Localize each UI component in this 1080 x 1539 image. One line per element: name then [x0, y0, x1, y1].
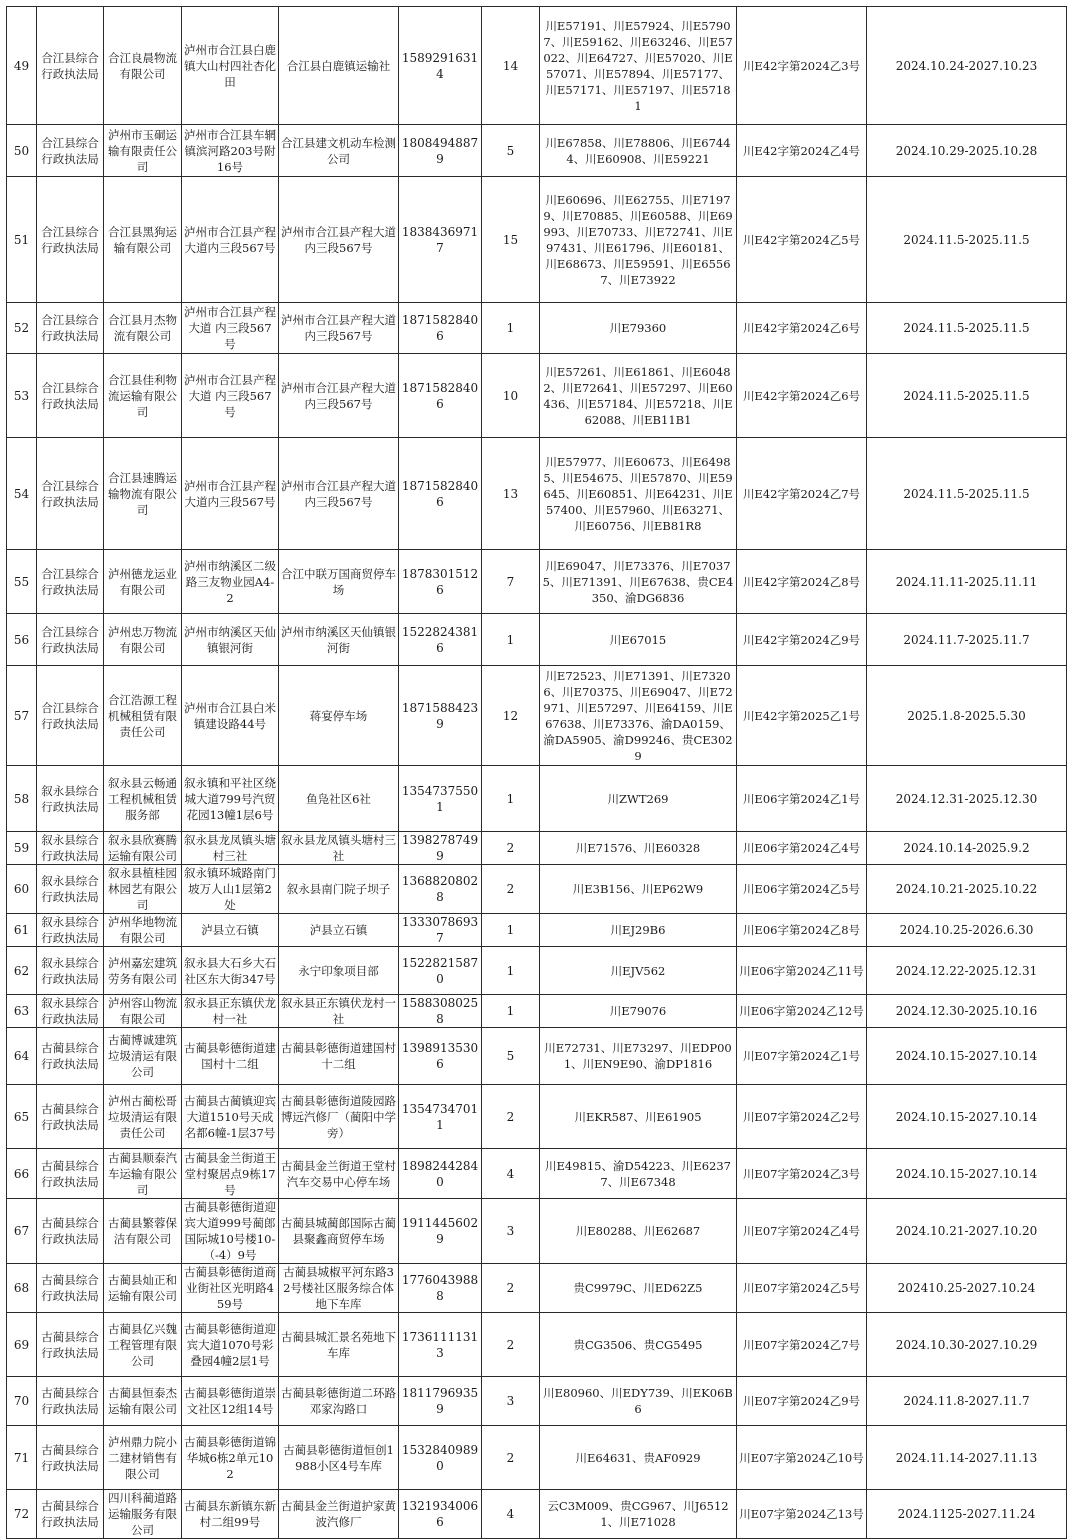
cell-address: 泸州市合江县产程大道内三段567号 — [182, 438, 279, 550]
cell-no: 67 — [7, 1199, 37, 1264]
cell-count: 2 — [482, 1313, 540, 1377]
cell-address: 古蔺县彰德街道迎宾大道1070号彩叠园4幢2层1号 — [182, 1313, 279, 1377]
cell-count: 2 — [482, 1426, 540, 1490]
cell-company: 泸州市玉硐运输有限责任公司 — [104, 125, 182, 177]
cell-parking: 古蔺县城椒平河东路32号楼社区服务综合体地下车库 — [279, 1264, 399, 1313]
cell-address: 古蔺县彰德街道迎宾大道999号蔺郎国际城10号楼10-（-4）9号 — [182, 1199, 279, 1264]
cell-address: 泸州市合江县白鹿镇大山村四社杏化田 — [182, 7, 279, 125]
table-row — [7, 125, 1067, 177]
cell-count: 5 — [482, 125, 540, 177]
cell-no: 70 — [7, 1377, 37, 1426]
table-row — [7, 1085, 1067, 1149]
table-row — [7, 1199, 1067, 1264]
cell-no: 53 — [7, 354, 37, 438]
cell-company: 泸州鼎力院小二建材销售有限公司 — [104, 1426, 182, 1490]
cell-permit: 川E42字第2024乙4号 — [737, 125, 867, 177]
cell-phone: 18084948879 — [399, 125, 482, 177]
cell-permit: 川E07字第2024乙9号 — [737, 1377, 867, 1426]
cell-agency: 合江县综合行政执法局 — [37, 550, 104, 614]
cell-agency: 叙永县综合行政执法局 — [37, 947, 104, 995]
table-row — [7, 614, 1067, 666]
cell-plates: 川E71576、川E60328 — [540, 832, 737, 865]
cell-company: 叙永县云畅通工程机械租赁服务部 — [104, 766, 182, 832]
cell-agency: 合江县综合行政执法局 — [37, 125, 104, 177]
cell-address: 泸州市合江县产程大道 内三段567号 — [182, 354, 279, 438]
cell-no: 66 — [7, 1149, 37, 1199]
cell-address: 古蔺县金兰街道王堂村聚居点9栋17号 — [182, 1149, 279, 1199]
cell-count: 1 — [482, 947, 540, 995]
cell-period: 2024.10.21-2025.10.22 — [867, 865, 1067, 914]
cell-phone: 18384369717 — [399, 177, 482, 303]
cell-permit: 川E06字第2024乙5号 — [737, 865, 867, 914]
cell-permit: 川E42字第2024乙7号 — [737, 438, 867, 550]
cell-phone: 13989135306 — [399, 1028, 482, 1085]
table-row — [7, 766, 1067, 832]
cell-parking: 泸州市合江县产程大道内三段567号 — [279, 438, 399, 550]
cell-period: 2024.11.8-2027.11.7 — [867, 1377, 1067, 1426]
cell-plates: 贵CG3506、贵CG5495 — [540, 1313, 737, 1377]
cell-company: 合江县速腾运输物流有限公司 — [104, 438, 182, 550]
cell-phone: 19114456029 — [399, 1199, 482, 1264]
cell-permit: 川E42字第2024乙8号 — [737, 550, 867, 614]
cell-permit: 川E42字第2025乙1号 — [737, 666, 867, 766]
cell-company: 古蔺博诚建筑垃圾清运有限公司 — [104, 1028, 182, 1085]
cell-agency: 合江县综合行政执法局 — [37, 354, 104, 438]
cell-agency: 合江县综合行政执法局 — [37, 303, 104, 354]
table-row — [7, 995, 1067, 1028]
table-row — [7, 832, 1067, 865]
cell-phone: 13330786937 — [399, 914, 482, 947]
table-row — [7, 438, 1067, 550]
cell-permit: 川E42字第2024乙6号 — [737, 303, 867, 354]
cell-count: 1 — [482, 766, 540, 832]
cell-company: 合江县黑狗运输有限公司 — [104, 177, 182, 303]
cell-count: 5 — [482, 1028, 540, 1085]
cell-plates: 川E57261、川E61861、川E60482、川E72641、川E57297、川E60436、川E57184、川E57218、川E62088、川EB11B1 — [540, 354, 737, 438]
cell-phone: 17361111313 — [399, 1313, 482, 1377]
cell-plates: 川E80288、川E62687 — [540, 1199, 737, 1264]
cell-period: 2024.12.22-2025.12.31 — [867, 947, 1067, 995]
cell-no: 54 — [7, 438, 37, 550]
cell-plates: 川E60696、川E62755、川E71979、川E70885、川E60588、川E69993、川E70733、川E72741、川E97431、川E61796、川E60181、川E68673、川E59591、川E65567、川E73922 — [540, 177, 737, 303]
cell-permit: 川E42字第2024乙3号 — [737, 7, 867, 125]
cell-no: 60 — [7, 865, 37, 914]
cell-agency: 叙永县综合行政执法局 — [37, 832, 104, 865]
cell-count: 15 — [482, 177, 540, 303]
cell-permit: 川E42字第2024乙6号 — [737, 354, 867, 438]
cell-no: 69 — [7, 1313, 37, 1377]
cell-plates: 川E72523、川E71391、川E73206、川E70375、川E69047、川E72971、川E57297、川E64159、川E67638、川E73376、渝DA0159、渝DA5905、渝D99246、贵CE3029 — [540, 666, 737, 766]
cell-parking: 合江县白鹿镇运输社 — [279, 7, 399, 125]
cell-period: 2024.11.14-2027.11.13 — [867, 1426, 1067, 1490]
cell-phone: 15328409890 — [399, 1426, 482, 1490]
cell-parking: 合江县建文机动车检测公司 — [279, 125, 399, 177]
cell-agency: 合江县综合行政执法局 — [37, 614, 104, 666]
cell-plates: 川EJ29B6 — [540, 914, 737, 947]
cell-agency: 古蔺县综合行政执法局 — [37, 1313, 104, 1377]
table-row — [7, 7, 1067, 125]
cell-period: 2024.10.14-2025.9.2 — [867, 832, 1067, 865]
table-row — [7, 1264, 1067, 1313]
vehicle-permit-table — [6, 6, 1067, 1539]
cell-parking: 叙永县正东镇伏龙村一社 — [279, 995, 399, 1028]
cell-plates: 川E80960、川EDY739、川EK06B6 — [540, 1377, 737, 1426]
cell-parking: 古蔺县金兰街道王堂村汽车交易中心停车场 — [279, 1149, 399, 1199]
cell-period: 2024.11.5-2025.11.5 — [867, 438, 1067, 550]
cell-phone: 18783015126 — [399, 550, 482, 614]
cell-plates: 川E57977、川E60673、川E64985、川E54675、川E57870、川E59645、川E60851、川E64231、川E57400、川E57960、川E63271、川E60756、川EB81R8 — [540, 438, 737, 550]
cell-period: 2024.10.21-2027.10.20 — [867, 1199, 1067, 1264]
cell-phone: 18715828406 — [399, 354, 482, 438]
cell-agency: 古蔺县综合行政执法局 — [37, 1490, 104, 1539]
table-row — [7, 303, 1067, 354]
cell-no: 51 — [7, 177, 37, 303]
cell-phone: 13219340066 — [399, 1490, 482, 1539]
cell-agency: 叙永县综合行政执法局 — [37, 865, 104, 914]
table-row — [7, 550, 1067, 614]
table-row — [7, 1313, 1067, 1377]
table-row — [7, 1377, 1067, 1426]
table-row — [7, 666, 1067, 766]
cell-permit: 川E42字第2024乙5号 — [737, 177, 867, 303]
cell-parking: 古蔺县彰德街道建国村十二组 — [279, 1028, 399, 1085]
cell-agency: 合江县综合行政执法局 — [37, 438, 104, 550]
cell-phone: 18715884239 — [399, 666, 482, 766]
cell-count: 14 — [482, 7, 540, 125]
cell-parking: 古蔺县城汇景名苑地下车库 — [279, 1313, 399, 1377]
cell-company: 古蔺县恒泰杰运输有限公司 — [104, 1377, 182, 1426]
cell-address: 泸州市合江县产程大道内三段567号 — [182, 177, 279, 303]
cell-permit: 川E42字第2024乙9号 — [737, 614, 867, 666]
cell-address: 叙永镇环城路南门坡万人山1层第2处 — [182, 865, 279, 914]
table-row — [7, 1490, 1067, 1539]
cell-permit: 川E06字第2024乙11号 — [737, 947, 867, 995]
cell-period: 202410.25-2027.10.24 — [867, 1264, 1067, 1313]
cell-company: 四川科蔺道路运输服务有限公司 — [104, 1490, 182, 1539]
cell-company: 合江浩源工程机械租赁有限责任公司 — [104, 666, 182, 766]
cell-phone: 18715828406 — [399, 303, 482, 354]
cell-count: 1 — [482, 914, 540, 947]
cell-period: 2025.1.8-2025.5.30 — [867, 666, 1067, 766]
table-body — [7, 7, 1067, 1539]
cell-company: 泸州德龙运业有限公司 — [104, 550, 182, 614]
table-row — [7, 914, 1067, 947]
cell-no: 59 — [7, 832, 37, 865]
cell-permit: 川E07字第2024乙3号 — [737, 1149, 867, 1199]
cell-address: 古蔺县彰德街道商业街社区光明路459号 — [182, 1264, 279, 1313]
cell-plates: 川E49815、渝D54223、川E62377、川E67348 — [540, 1149, 737, 1199]
cell-parking: 叙永县南门院子坝子 — [279, 865, 399, 914]
cell-period: 2024.10.24-2027.10.23 — [867, 7, 1067, 125]
cell-parking: 蒋宴停车场 — [279, 666, 399, 766]
cell-period: 2024.11.5-2025.11.5 — [867, 354, 1067, 438]
cell-parking: 合江中联万国商贸停车场 — [279, 550, 399, 614]
cell-parking: 泸州市合江县产程大道内三段567号 — [279, 354, 399, 438]
cell-company: 泸州忠万物流有限公司 — [104, 614, 182, 666]
cell-no: 62 — [7, 947, 37, 995]
cell-address: 泸州市纳溪区天仙镇银河街 — [182, 614, 279, 666]
cell-parking: 泸州市纳溪区天仙镇银河街 — [279, 614, 399, 666]
cell-permit: 川E07字第2024乙13号 — [737, 1490, 867, 1539]
cell-count: 1 — [482, 995, 540, 1028]
cell-permit: 川E06字第2024乙1号 — [737, 766, 867, 832]
cell-phone: 13688208028 — [399, 865, 482, 914]
cell-plates: 川E69047、川E73376、川E70375、川E71391、川E67638、贵CE4350、渝DG6836 — [540, 550, 737, 614]
cell-plates: 川E79360 — [540, 303, 737, 354]
cell-no: 50 — [7, 125, 37, 177]
cell-no: 71 — [7, 1426, 37, 1490]
cell-address: 古蔺县彰德街道锦华城6栋2单元102 — [182, 1426, 279, 1490]
table-row — [7, 1028, 1067, 1085]
cell-count: 2 — [482, 1264, 540, 1313]
cell-company: 泸州古蔺松哥垃圾清运有限责任公司 — [104, 1085, 182, 1149]
cell-permit: 川E07字第2024乙4号 — [737, 1199, 867, 1264]
cell-company: 古蔺县灿正和运输有限公司 — [104, 1264, 182, 1313]
cell-period: 2024.11.7-2025.11.7 — [867, 614, 1067, 666]
cell-no: 63 — [7, 995, 37, 1028]
cell-agency: 叙永县综合行政执法局 — [37, 995, 104, 1028]
cell-agency: 古蔺县综合行政执法局 — [37, 1377, 104, 1426]
cell-period: 2024.10.15-2027.10.14 — [867, 1085, 1067, 1149]
table-row — [7, 947, 1067, 995]
cell-agency: 古蔺县综合行政执法局 — [37, 1199, 104, 1264]
cell-no: 68 — [7, 1264, 37, 1313]
cell-period: 2024.10.15-2027.10.14 — [867, 1149, 1067, 1199]
cell-address: 泸州市合江县产程大道 内三段567号 — [182, 303, 279, 354]
cell-count: 10 — [482, 354, 540, 438]
cell-phone: 13547375501 — [399, 766, 482, 832]
cell-period: 2024.11.5-2025.11.5 — [867, 177, 1067, 303]
cell-no: 56 — [7, 614, 37, 666]
cell-company: 合江县月杰物流有限公司 — [104, 303, 182, 354]
cell-plates: 川EKR587、川E61905 — [540, 1085, 737, 1149]
table-row — [7, 1149, 1067, 1199]
cell-count: 1 — [482, 614, 540, 666]
cell-period: 2024.10.25-2026.6.30 — [867, 914, 1067, 947]
table-row — [7, 354, 1067, 438]
cell-address: 叙永县大石乡大石社区东大街347号 — [182, 947, 279, 995]
cell-no: 65 — [7, 1085, 37, 1149]
cell-permit: 川E06字第2024乙4号 — [737, 832, 867, 865]
cell-company: 古蔺县顺泰汽车运输有限公司 — [104, 1149, 182, 1199]
cell-company: 合江县佳利物流运输有限公司 — [104, 354, 182, 438]
cell-permit: 川E07字第2024乙2号 — [737, 1085, 867, 1149]
cell-count: 12 — [482, 666, 540, 766]
cell-plates: 川E3B156、川EP62W9 — [540, 865, 737, 914]
cell-parking: 叙永县龙凤镇头塘村三社 — [279, 832, 399, 865]
cell-phone: 15883080258 — [399, 995, 482, 1028]
cell-period: 2024.11.5-2025.11.5 — [867, 303, 1067, 354]
cell-no: 55 — [7, 550, 37, 614]
cell-parking: 泸县立石镇 — [279, 914, 399, 947]
cell-plates: 川ZWT269 — [540, 766, 737, 832]
cell-permit: 川E07字第2024乙7号 — [737, 1313, 867, 1377]
cell-period: 2024.10.15-2027.10.14 — [867, 1028, 1067, 1085]
cell-company: 叙永县欣赛腾运输有限公司 — [104, 832, 182, 865]
cell-no: 64 — [7, 1028, 37, 1085]
cell-agency: 合江县综合行政执法局 — [37, 177, 104, 303]
cell-count: 2 — [482, 832, 540, 865]
cell-count: 1 — [482, 303, 540, 354]
cell-phone: 17760439888 — [399, 1264, 482, 1313]
cell-agency: 古蔺县综合行政执法局 — [37, 1264, 104, 1313]
cell-permit: 川E06字第2024乙8号 — [737, 914, 867, 947]
cell-plates: 川EJV562 — [540, 947, 737, 995]
cell-plates: 川E67015 — [540, 614, 737, 666]
cell-phone: 15228243816 — [399, 614, 482, 666]
cell-permit: 川E07字第2024乙10号 — [737, 1426, 867, 1490]
cell-address: 古蔺县东新镇东新村二组99号 — [182, 1490, 279, 1539]
cell-parking: 古蔺县彰德街道恒创1988小区4号车库 — [279, 1426, 399, 1490]
cell-parking: 古蔺县城蔺郎国际古蔺县聚鑫商贸停车场 — [279, 1199, 399, 1264]
cell-company: 泸州嘉宏建筑劳务有限公司 — [104, 947, 182, 995]
cell-phone: 15892916314 — [399, 7, 482, 125]
cell-period: 2024.12.31-2025.12.30 — [867, 766, 1067, 832]
cell-plates: 川E64631、贵AF0929 — [540, 1426, 737, 1490]
cell-count: 2 — [482, 1085, 540, 1149]
cell-period: 2024.12.30-2025.10.16 — [867, 995, 1067, 1028]
cell-address: 泸县立石镇 — [182, 914, 279, 947]
cell-agency: 合江县综合行政执法局 — [37, 7, 104, 125]
cell-agency: 叙永县综合行政执法局 — [37, 914, 104, 947]
cell-period: 2024.10.29-2025.10.28 — [867, 125, 1067, 177]
cell-count: 3 — [482, 1199, 540, 1264]
cell-phone: 15228215870 — [399, 947, 482, 995]
cell-parking: 古蔺县彰德街道二环路邓家沟路口 — [279, 1377, 399, 1426]
cell-phone: 13547347011 — [399, 1085, 482, 1149]
cell-agency: 古蔺县综合行政执法局 — [37, 1426, 104, 1490]
cell-parking: 泸州市合江县产程大道内三段567号 — [279, 177, 399, 303]
cell-no: 49 — [7, 7, 37, 125]
cell-address: 叙永镇和平社区绕城大道799号汽贸花园13幢1层6号 — [182, 766, 279, 832]
cell-permit: 川E06字第2024乙12号 — [737, 995, 867, 1028]
cell-address: 泸州市合江县白米镇建设路44号 — [182, 666, 279, 766]
cell-agency: 古蔺县综合行政执法局 — [37, 1149, 104, 1199]
cell-count: 4 — [482, 1490, 540, 1539]
cell-count: 2 — [482, 865, 540, 914]
cell-company: 叙永县植桂园林园艺有限公司 — [104, 865, 182, 914]
cell-no: 52 — [7, 303, 37, 354]
cell-no: 61 — [7, 914, 37, 947]
cell-address: 古蔺县彰德街道建国村十二组 — [182, 1028, 279, 1085]
table-row — [7, 1426, 1067, 1490]
cell-no: 58 — [7, 766, 37, 832]
cell-count: 13 — [482, 438, 540, 550]
cell-plates: 云C3M009、贵CG967、川J65121、川E71028 — [540, 1490, 737, 1539]
cell-plates: 川E57191、川E57924、川E57907、川E59162、川E63246、川E57022、川E64727、川E57020、川E57071、川E57894、川E57177、川E57171、川E57197、川E57181 — [540, 7, 737, 125]
cell-phone: 18982442840 — [399, 1149, 482, 1199]
cell-no: 72 — [7, 1490, 37, 1539]
cell-company: 古蔺县亿兴魏工程管理有限公司 — [104, 1313, 182, 1377]
cell-address: 叙永县龙凤镇头塘村三社 — [182, 832, 279, 865]
cell-address: 古蔺县彰德街道崇文社区12组14号 — [182, 1377, 279, 1426]
cell-company: 合江良晨物流有限公司 — [104, 7, 182, 125]
cell-permit: 川E07字第2024乙1号 — [737, 1028, 867, 1085]
cell-agency: 叙永县综合行政执法局 — [37, 766, 104, 832]
cell-address: 古蔺县古蔺镇迎宾大道1510号天成名都6幢-1层37号 — [182, 1085, 279, 1149]
cell-parking: 鱼凫社区6社 — [279, 766, 399, 832]
cell-period: 2024.1125-2027.11.24 — [867, 1490, 1067, 1539]
cell-agency: 古蔺县综合行政执法局 — [37, 1028, 104, 1085]
cell-parking: 古蔺县金兰街道护家黄波汽修厂 — [279, 1490, 399, 1539]
cell-address: 泸州市合江县车辋镇滨河路203号附16号 — [182, 125, 279, 177]
cell-phone: 13982787499 — [399, 832, 482, 865]
cell-company: 泸州华地物流有限公司 — [104, 914, 182, 947]
cell-agency: 合江县综合行政执法局 — [37, 666, 104, 766]
cell-phone: 18715828406 — [399, 438, 482, 550]
cell-address: 叙永县正东镇伏龙村一社 — [182, 995, 279, 1028]
table-row — [7, 177, 1067, 303]
cell-company: 泸州容山物流有限公司 — [104, 995, 182, 1028]
cell-plates: 贵C9979C、川ED62Z5 — [540, 1264, 737, 1313]
cell-address: 泸州市纳溪区二级路三友物业园A4-2 — [182, 550, 279, 614]
cell-plates: 川E79076 — [540, 995, 737, 1028]
cell-parking: 泸州市合江县产程大道内三段567号 — [279, 303, 399, 354]
cell-count: 4 — [482, 1149, 540, 1199]
cell-period: 2024.10.30-2027.10.29 — [867, 1313, 1067, 1377]
cell-agency: 古蔺县综合行政执法局 — [37, 1085, 104, 1149]
cell-permit: 川E07字第2024乙5号 — [737, 1264, 867, 1313]
cell-period: 2024.11.11-2025.11.11 — [867, 550, 1067, 614]
cell-plates: 川E72731、川E73297、川EDP001、川EN9E90、渝DP1816 — [540, 1028, 737, 1085]
cell-count: 7 — [482, 550, 540, 614]
cell-count: 3 — [482, 1377, 540, 1426]
cell-no: 57 — [7, 666, 37, 766]
cell-phone: 18117969359 — [399, 1377, 482, 1426]
cell-company: 古蔺县繁蓉保洁有限公司 — [104, 1199, 182, 1264]
cell-plates: 川E67858、川E78806、川E67444、川E60908、川E59221 — [540, 125, 737, 177]
table-row — [7, 865, 1067, 914]
cell-parking: 永宁印象项目部 — [279, 947, 399, 995]
cell-parking: 古蔺县彰德街道陵园路博远汽修厂（蔺阳中学旁） — [279, 1085, 399, 1149]
